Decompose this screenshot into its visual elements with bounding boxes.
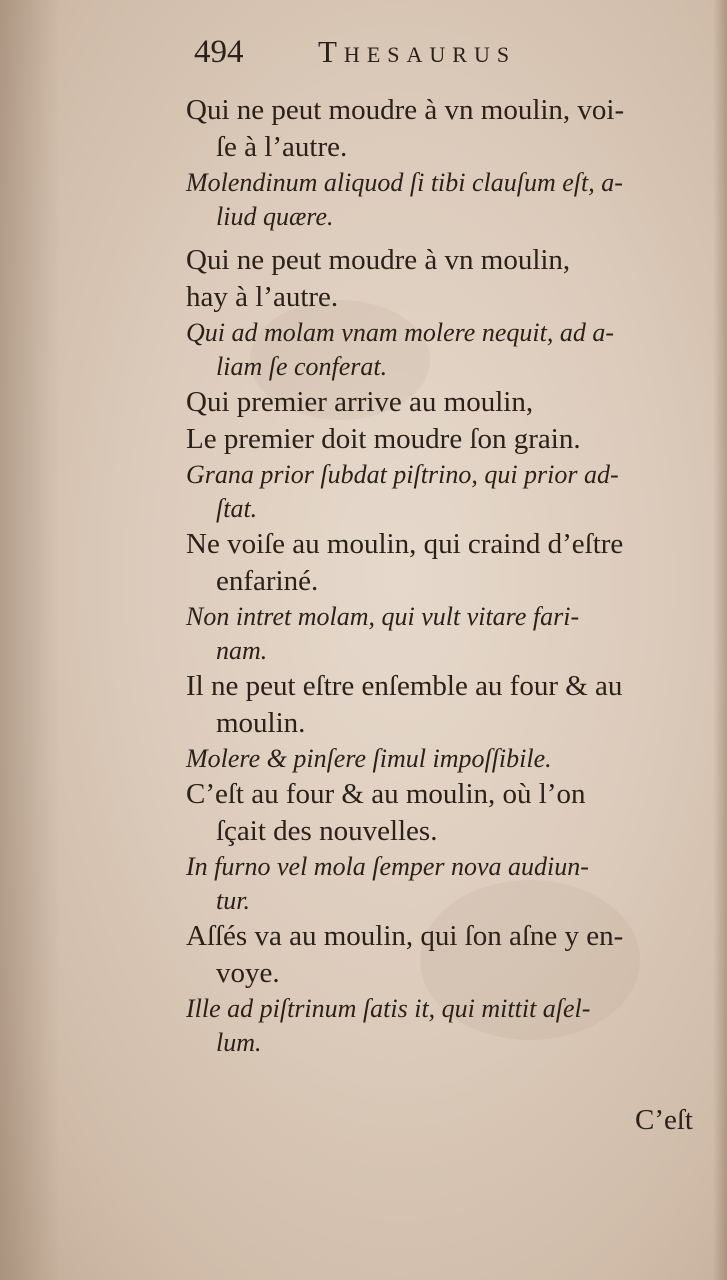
french-proverb [186,776,706,850]
latin-translation [186,992,706,1060]
text-line: voye. [216,957,280,989]
text-line: Qui ne peut moudre à vn moulin, [186,244,571,276]
french-proverb [186,526,706,600]
french-proverb [186,242,706,316]
text-line: enfariné. [216,565,319,597]
text-line: Ille ad piſtrinum ſatis it, qui mittit aſel- [186,994,591,1023]
text-line: Qui ne peut moudre à vn moulin, voi- [186,94,625,126]
text-line: Qui premier arrive au moulin, [186,386,534,418]
french-proverb [186,92,706,166]
running-header [188,30,638,80]
text-line: tur. [216,886,250,915]
catchword: C’eſt [635,1104,693,1136]
running-title: Thesaurus [318,34,517,69]
text-line: hay à l’autre. [186,281,339,313]
latin-translation [186,316,706,384]
text-line: nam. [216,636,268,665]
text-line: Aſſés va au moulin, qui ſon aſne y en- [186,920,624,952]
text-line: In furno vel mola ſemper nova audiun- [186,852,589,881]
latin-translation [186,458,706,526]
page-number: 494 [194,34,244,70]
text-line: C’eſt au four & au moulin, où l’on [186,778,586,810]
text-line: Molere & pinſere ſimul impoſſibile. [186,744,552,773]
text-line: Il ne peut eſtre enſemble au four & au [186,670,623,702]
text-line: Molendinum aliquod ſi tibi clauſum eſt, a- [186,168,623,197]
text-line: Le premier doit moudre ſon grain. [186,423,581,455]
binding-shadow [0,0,60,1280]
text-line: Grana prior ſubdat piſtrino, qui prior ad- [186,460,619,489]
text-line: liud quære. [216,202,334,231]
text-line: Non intret molam, qui vult vitare fari- [186,602,580,631]
text-line: Ne voiſe au moulin, qui craind d’eſtre [186,528,624,560]
text-line: lum. [216,1028,262,1057]
proverb-list [186,92,706,1060]
page-edge-shadow [713,0,727,1280]
text-line: Qui ad molam vnam molere nequit, ad a- [186,318,614,347]
text-line: moulin. [216,707,306,739]
text-line: ſtat. [216,494,258,523]
french-proverb [186,668,706,742]
text-line: liam ſe conferat. [216,352,388,381]
latin-translation [186,850,706,918]
latin-translation [186,742,706,776]
french-proverb [186,918,706,992]
latin-translation [186,600,706,668]
latin-translation [186,166,706,234]
text-line: ſe à l’autre. [216,131,348,163]
french-proverb [186,384,706,458]
text-line: ſçait des nouvelles. [216,815,438,847]
